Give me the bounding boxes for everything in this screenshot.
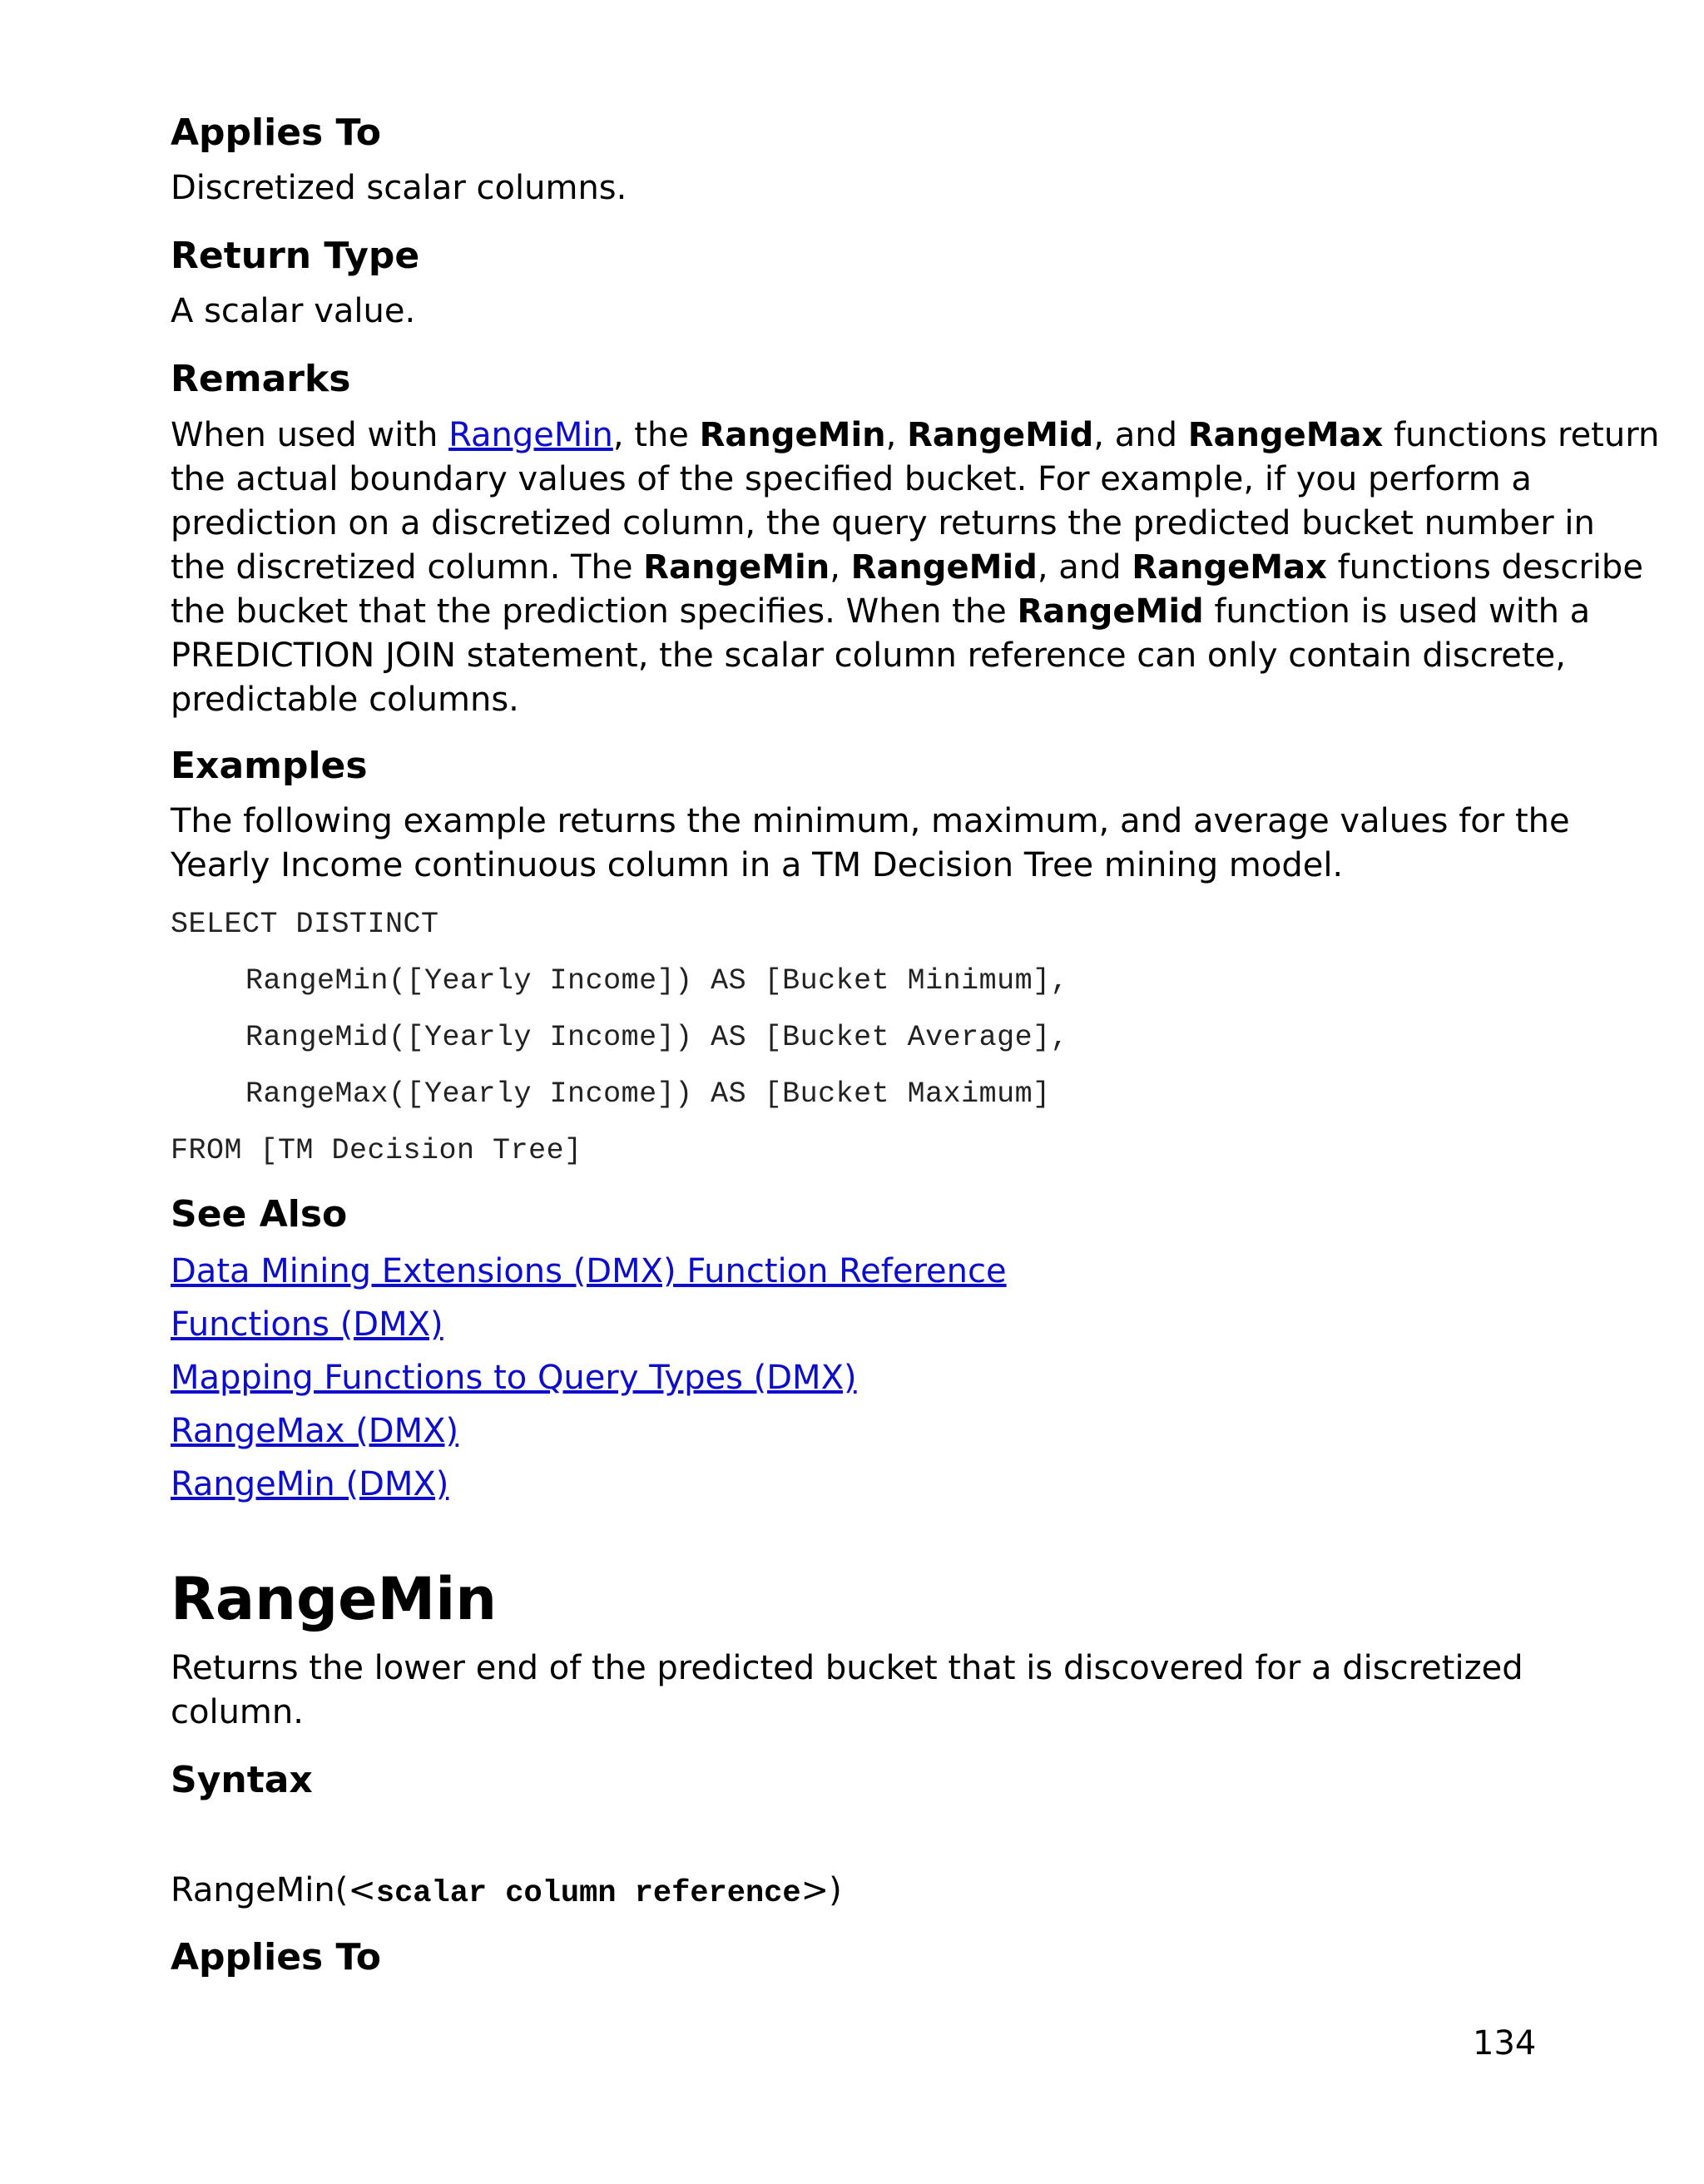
- applies-to-heading: Applies To: [171, 111, 381, 154]
- remarks-paragraph: [171, 414, 1660, 722]
- syntax-heading: Syntax: [171, 1759, 313, 1801]
- see-also-link[interactable]: RangeMax (DMX): [171, 1412, 459, 1450]
- code-line: RangeMin([Yearly Income]) AS [Bucket Minimum],: [245, 964, 1069, 998]
- remarks-line-5: the bucket that the prediction specifies. When the RangeMid function is used with a: [171, 592, 1591, 631]
- examples-heading: Examples: [171, 745, 368, 787]
- section-description: Returns the lower end of the predicted bucket that is discovered for a discretized column.: [171, 1649, 1523, 1731]
- remarks-line-3: prediction on a discretized column, the query returns the predicted bucket number in: [171, 504, 1595, 542]
- remarks-heading: Remarks: [171, 358, 351, 400]
- applies-to-text: Discretized scalar columns.: [171, 169, 627, 207]
- return-type-heading: Return Type: [171, 235, 420, 277]
- remarks-line-2: the actual boundary values of the specified bucket. For example, if you perform a: [171, 460, 1532, 498]
- see-also-heading: See Also: [171, 1193, 348, 1236]
- code-line: RangeMax([Yearly Income]) AS [Bucket Maximum]: [245, 1077, 1051, 1111]
- rangemin-link[interactable]: RangeMin: [448, 416, 613, 454]
- see-also-link[interactable]: Mapping Functions to Query Types (DMX): [171, 1359, 857, 1397]
- syntax-line: RangeMin(<scalar column reference>): [171, 1871, 842, 1911]
- syntax-argument: scalar column reference: [375, 1876, 801, 1911]
- see-also-link[interactable]: Data Mining Extensions (DMX) Function Reference: [171, 1252, 1007, 1290]
- examples-paragraph: The following example returns the minimum, maximum, and average values for the Yearly Income continuous column in a TM Decision Tree mining model.: [171, 802, 1570, 884]
- remarks-line-4: the discretized column. The RangeMin, RangeMid, and RangeMax functions describe: [171, 548, 1643, 587]
- see-also-link[interactable]: Functions (DMX): [171, 1305, 443, 1344]
- see-also-link[interactable]: RangeMin (DMX): [171, 1465, 449, 1503]
- page-number: 134: [1473, 2024, 1537, 2063]
- applies-to-heading-2: Applies To: [171, 1936, 381, 1978]
- code-line: SELECT DISTINCT: [171, 908, 439, 941]
- return-type-text: A scalar value.: [171, 292, 416, 330]
- remarks-line-7: predictable columns.: [171, 681, 519, 719]
- remarks-line-1: When used with RangeMin, the RangeMin, RangeMid, and RangeMax functions return: [171, 416, 1660, 454]
- code-line: RangeMid([Yearly Income]) AS [Bucket Average],: [245, 1021, 1069, 1054]
- remarks-line-6: PREDICTION JOIN statement, the scalar column reference can only contain discrete,: [171, 636, 1566, 675]
- section-title: RangeMin: [171, 1565, 498, 1633]
- code-line: FROM [TM Decision Tree]: [171, 1134, 582, 1167]
